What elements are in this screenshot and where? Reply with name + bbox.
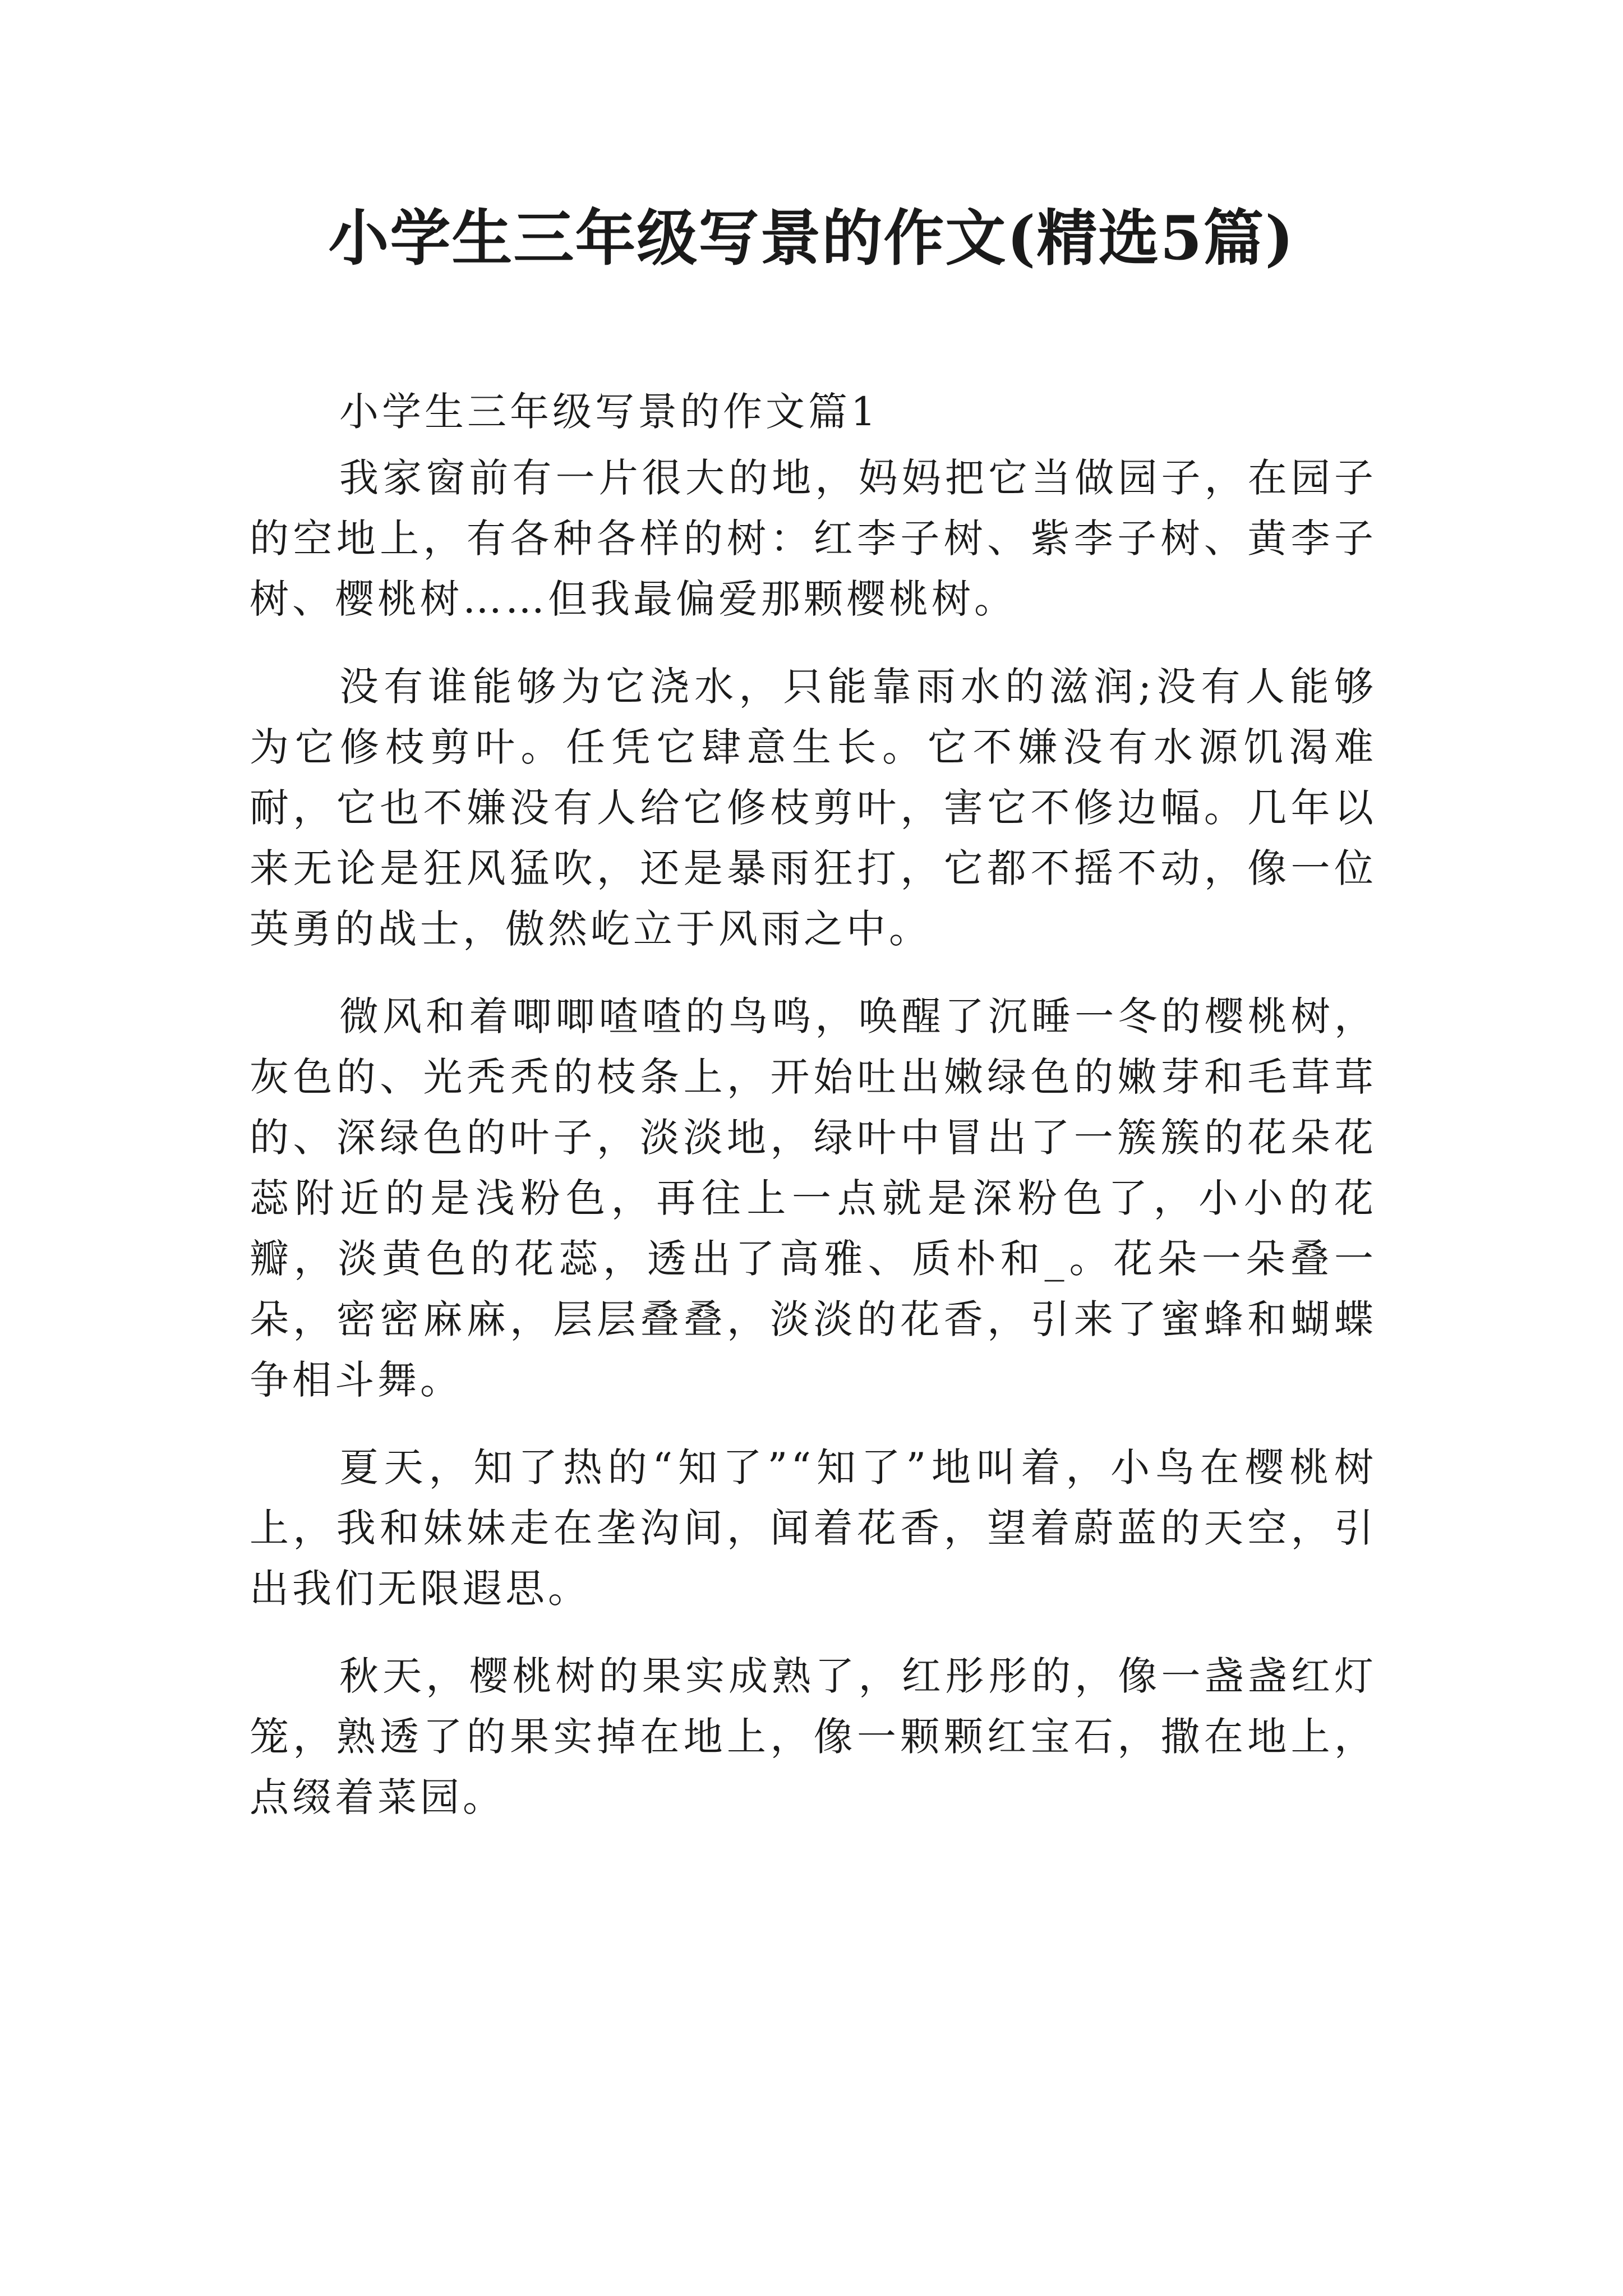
document-title: 小学生三年级写景的作文(精选5篇) (328, 203, 1295, 274)
paragraph-2: 没有谁能够为它浇水，只能靠雨水的滋润;没有人能够为它修枝剪叶。任凭它肆意生长。它不嫌没有水源饥渴难耐，它也不嫌没有人给它修枝剪叶，害它不修边幅。几年以来无论是狂风猛吹，还是暴雨狂打，它都不摇不动，像一位英勇的战士，傲然屹立于风雨之中。 (250, 664, 1377, 952)
document-body (250, 381, 1377, 1855)
paragraph-1: 我家窗前有一片很大的地，妈妈把它当做园子，在园子的空地上，有各种各样的树：红李子树、紫李子树、黄李子树、樱桃树……但我最偏爱那颗樱桃树。 (250, 455, 1377, 622)
paragraph-3: 微风和着唧唧喳喳的鸟鸣，唤醒了沉睡一冬的樱桃树，灰色的、光秃秃的枝条上，开始吐出嫩绿色的嫩芽和毛茸茸的、深绿色的叶子，淡淡地，绿叶中冒出了一簇簇的花朵花蕊附近的是浅粉色，再往上一点就是深粉色了，小小的花瓣，淡黄色的花蕊，透出了高雅、质朴和_。花朵一朵叠一朵，密密麻麻，层层叠叠，淡淡的花香，引来了蜜蜂和蝴蝶争相斗舞。 (250, 993, 1377, 1403)
paragraph-4: 夏天，知了热的“知了”“知了”地叫着，小鸟在樱桃树上，我和妹妹走在垄沟间，闻着花香，望着蔚蓝的天空，引出我们无限遐思。 (250, 1444, 1377, 1612)
paragraph-5: 秋天，樱桃树的果实成熟了，红彤彤的，像一盏盏红灯笼，熟透了的果实掉在地上，像一颗颗红宝石，撒在地上，点缀着菜园。 (250, 1653, 1377, 1820)
section-heading: 小学生三年级写景的作文篇1 (339, 389, 879, 435)
